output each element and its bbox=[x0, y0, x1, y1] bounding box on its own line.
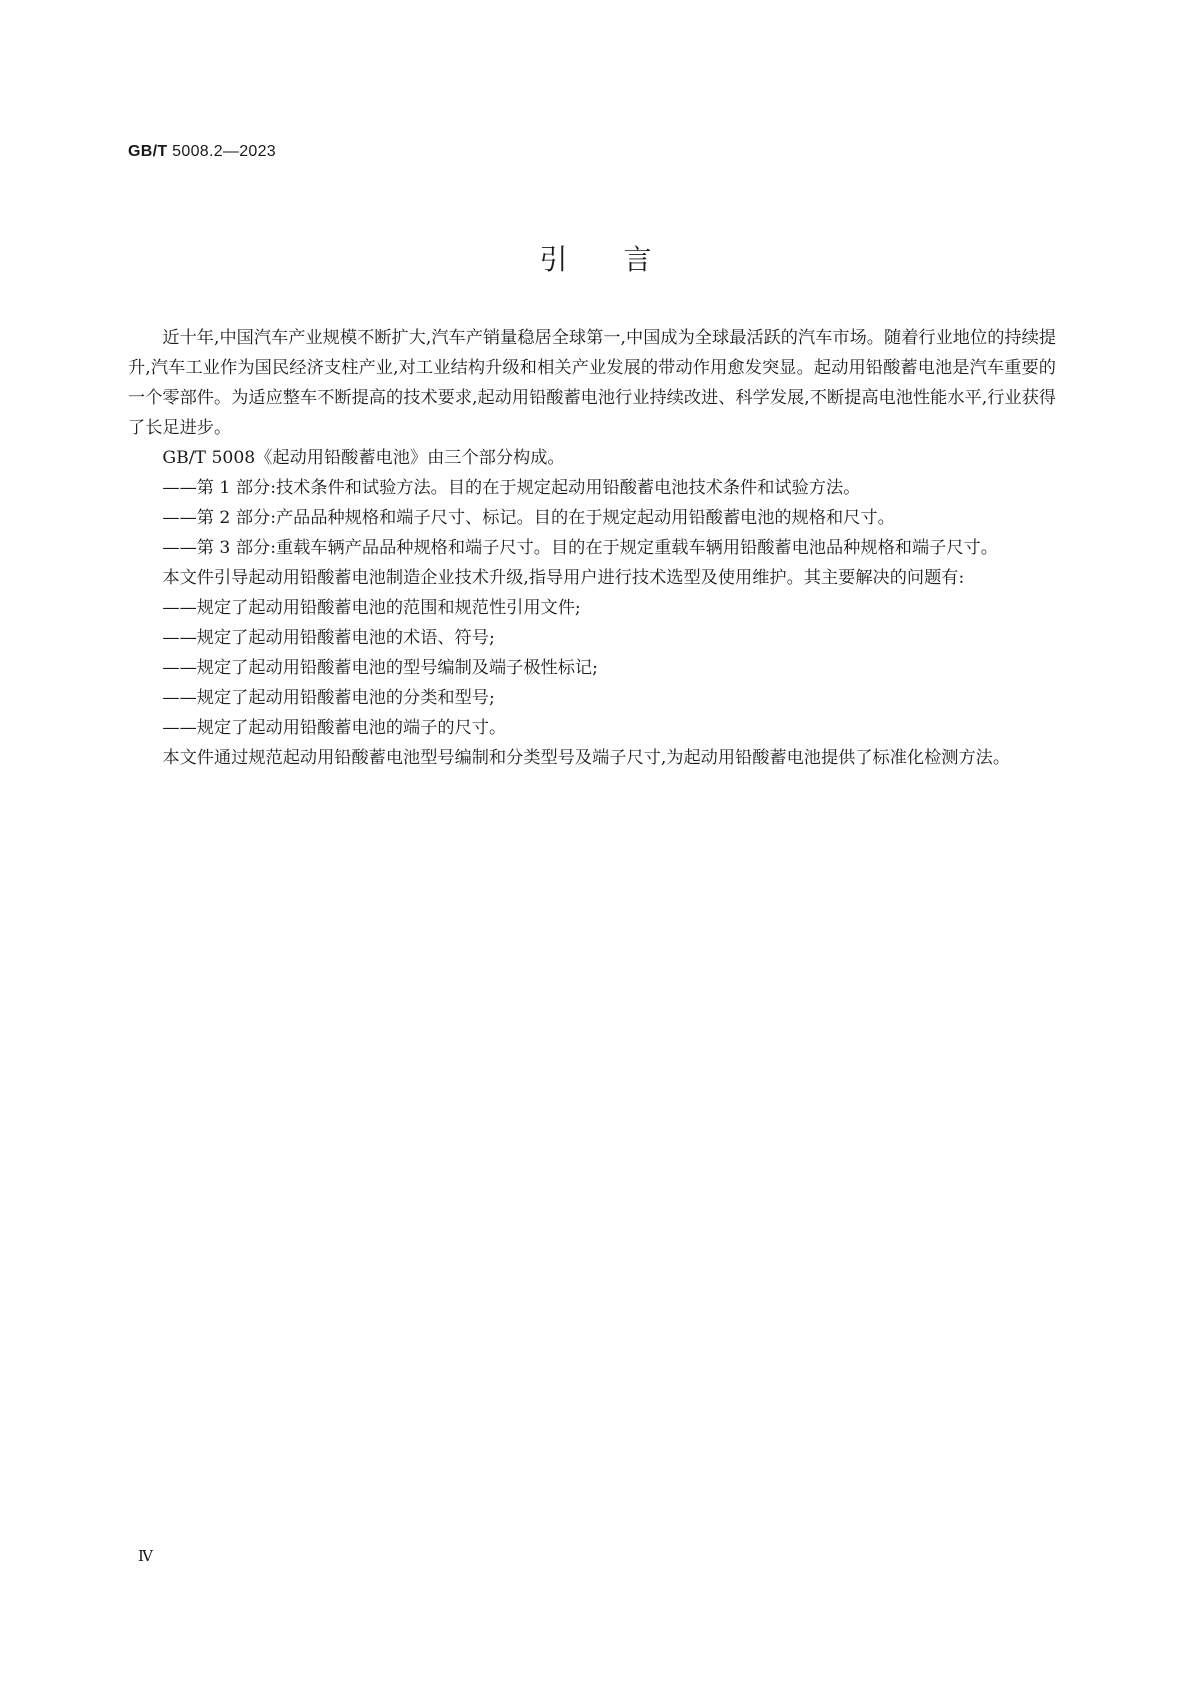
part-item-3: ——第 3 部分:重载车辆产品品种规格和端子尺寸。目的在于规定重载车辆用铅酸蓄电池品种规格和端子尺寸。 bbox=[162, 538, 998, 558]
problem-item-5: ——规定了起动用铅酸蓄电池的端子的尺寸。 bbox=[162, 718, 507, 738]
standard-number-header bbox=[128, 143, 276, 161]
part-item-1: ——第 1 部分:技术条件和试验方法。目的在于规定起动用铅酸蓄电池技术条件和试验方法。 bbox=[162, 478, 861, 498]
page-title: 引言 bbox=[539, 243, 708, 276]
standard-number: 5008.2—2023 bbox=[172, 143, 277, 160]
page-number: Ⅳ bbox=[138, 1547, 153, 1565]
closing-paragraph: 本文件通过规范起动用铅酸蓄电池型号编制和分类型号及端子尺寸,为起动用铅酸蓄电池提供了标准化检测方法。 bbox=[162, 748, 1011, 768]
problems-intro-paragraph: 本文件引导起动用铅酸蓄电池制造企业技术升级,指导用户进行技术选型及使用维护。其主要解决的问题有: bbox=[162, 568, 965, 588]
problem-item-3: ——规定了起动用铅酸蓄电池的型号编制及端子极性标记; bbox=[162, 658, 598, 678]
document-body bbox=[128, 323, 1056, 773]
problem-item-4: ——规定了起动用铅酸蓄电池的分类和型号; bbox=[162, 688, 495, 708]
problem-item-1: ——规定了起动用铅酸蓄电池的范围和规范性引用文件; bbox=[162, 598, 581, 618]
problem-item-2: ——规定了起动用铅酸蓄电池的术语、符号; bbox=[162, 628, 495, 648]
standard-prefix: GB/T bbox=[128, 143, 168, 160]
parts-intro-paragraph: GB/T 5008《起动用铅酸蓄电池》由三个部分构成。 bbox=[162, 448, 565, 468]
part-item-2: ——第 2 部分:产品品种规格和端子尺寸、标记。目的在于规定起动用铅酸蓄电池的规格和尺寸。 bbox=[162, 508, 895, 528]
intro-paragraph: 近十年,中国汽车产业规模不断扩大,汽车产销量稳居全球第一,中国成为全球最活跃的汽车市场。随着行业地位的持续提升,汽车工业作为国民经济支柱产业,对工业结构升级和相关产业发展的带动作用愈发突显。起动用铅酸蓄电池是汽车重要的一个零部件。为适应整车不断提高的技术要求,起动用铅酸蓄电池行业持续改进、科学发展,不断提高电池性能水平,行业获得了长足进步。 bbox=[128, 328, 1056, 438]
